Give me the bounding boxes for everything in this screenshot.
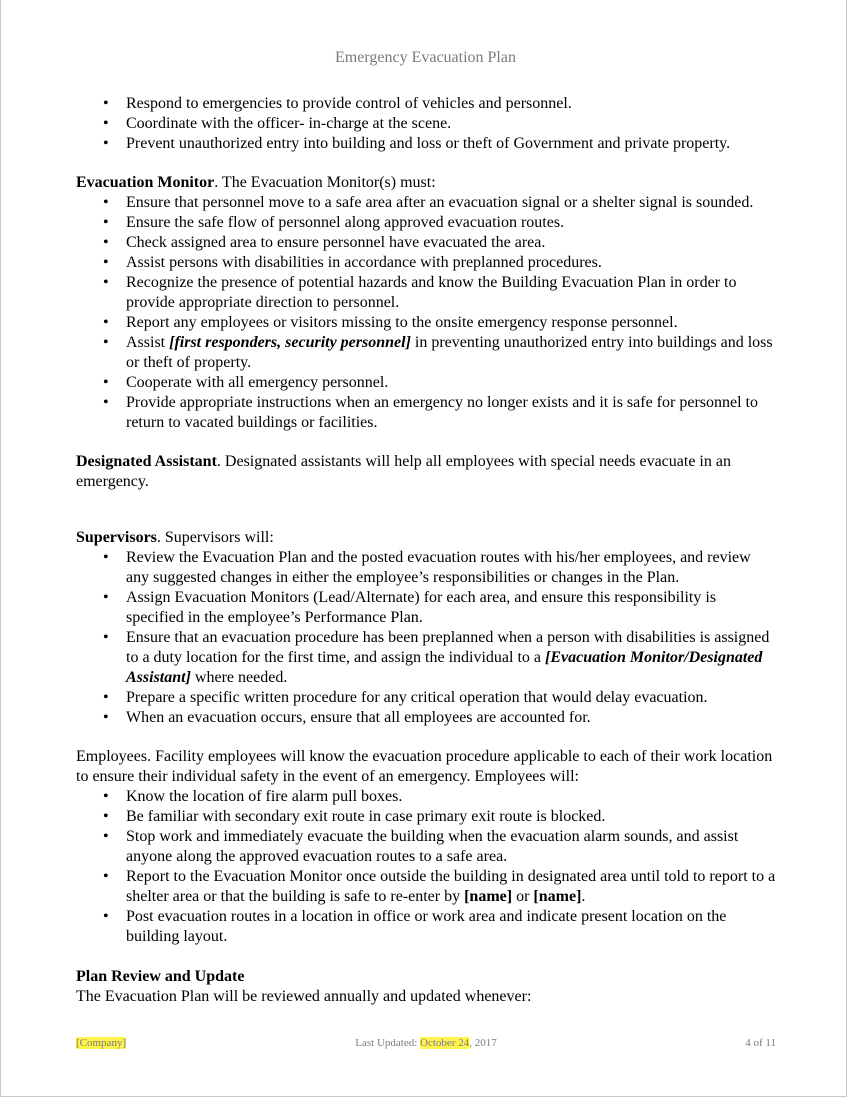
list-item: • Check assigned area to ensure personnel have evacuated the area. (76, 233, 776, 253)
list-item: • Cooperate with all emergency personnel. (76, 373, 776, 393)
list-item: • Prevent unauthorized entry into building and loss or theft of Government and private property. (76, 134, 776, 154)
section-heading: Supervisors (76, 529, 157, 546)
list-item: • Respond to emergencies to provide control of vehicles and personnel. (76, 94, 776, 114)
supervisors-list (76, 548, 776, 728)
list-item: • Coordinate with the officer- in-charge at the scene. (76, 114, 776, 134)
footer-page-number: 4 of 11 (745, 1037, 776, 1049)
employees-paragraph: Employees. Facility employees will know the evacuation procedure applicable to each of their work location to ensure their individual safety in the event of an emergency. Employees will: (76, 748, 773, 785)
plan-review-heading: Plan Review and Update (76, 968, 245, 985)
list-item: • When an evacuation occurs, ensure that all employees are accounted for. (76, 708, 776, 728)
footer-company: [Company] (76, 1037, 127, 1049)
section-heading: Designated Assistant (76, 453, 217, 470)
list-item: • Ensure that personnel move to a safe area after an evacuation signal or a shelter signal is sounded. (76, 193, 776, 213)
page-header: Emergency Evacuation Plan (335, 49, 516, 66)
section-heading: Evacuation Monitor (76, 174, 215, 191)
designated-assistant-paragraph: Designated Assistant. Designated assistants will help all employees with special needs evacuate in an emergency. (76, 453, 731, 490)
supervisors-intro: Supervisors. Supervisors will: (76, 529, 274, 546)
list-item: • Post evacuation routes in a location in office or work area and indicate present location on the building layout. (76, 907, 776, 947)
list-item: • Ensure that an evacuation procedure has been preplanned when a person with disabilities is assigned to a duty location for the first time, and assign the individual to a [Evacuation Monitor/Designated Assistant] where needed. (76, 628, 776, 688)
placeholder-text: [first responders, security personnel] (169, 334, 411, 351)
footer-last-updated: Last Updated: October 24, 2017 (355, 1037, 497, 1049)
footer-updated-date: October 24 (420, 1037, 470, 1049)
intro-list (76, 94, 776, 154)
placeholder-text: [name] (464, 888, 513, 905)
list-item: • Report to the Evacuation Monitor once outside the building in designated area until told to report to a shelter area or that the building is safe to re-enter by [name] or [name]. (76, 867, 776, 907)
placeholder-text: [Evacuation Monitor/Designated Assistant] (126, 649, 763, 686)
document-body (76, 94, 776, 1007)
list-item: • Stop work and immediately evacuate the building when the evacuation alarm sounds, and assist anyone along the approved evacuation routes to a safe area. (76, 827, 776, 867)
evacuation-monitor-list (76, 193, 776, 433)
list-item: • Review the Evacuation Plan and the posted evacuation routes with his/her employees, and review any suggested changes in either the employee’s responsibilities or changes in the Plan. (76, 548, 776, 588)
employees-list (76, 787, 776, 947)
list-item: • Know the location of fire alarm pull boxes. (76, 787, 776, 807)
list-item: • Report any employees or visitors missing to the onsite emergency response personnel. (76, 313, 776, 333)
list-item: • Provide appropriate instructions when an emergency no longer exists and it is safe for personnel to return to vacated buildings or facilities. (76, 393, 776, 433)
list-item: • Ensure the safe flow of personnel along approved evacuation routes. (76, 213, 776, 233)
list-item: • Prepare a specific written procedure for any critical operation that would delay evacuation. (76, 688, 776, 708)
placeholder-text: [name] (533, 888, 582, 905)
list-item: • Assign Evacuation Monitors (Lead/Alternate) for each area, and ensure this responsibility is specified in the employee’s Performance Plan. (76, 588, 776, 628)
plan-review-text: The Evacuation Plan will be reviewed annually and updated whenever: (76, 988, 532, 1005)
list-item: • Be familiar with secondary exit route in case primary exit route is blocked. (76, 807, 776, 827)
evacuation-monitor-intro: Evacuation Monitor. The Evacuation Monitor(s) must: (76, 174, 436, 191)
list-item: • Assist persons with disabilities in accordance with preplanned procedures. (76, 253, 776, 273)
list-item: • Assist [first responders, security personnel] in preventing unauthorized entry into buildings and loss or theft of property. (76, 333, 776, 373)
list-item: • Recognize the presence of potential hazards and know the Building Evacuation Plan in order to provide appropriate direction to personnel. (76, 273, 776, 313)
